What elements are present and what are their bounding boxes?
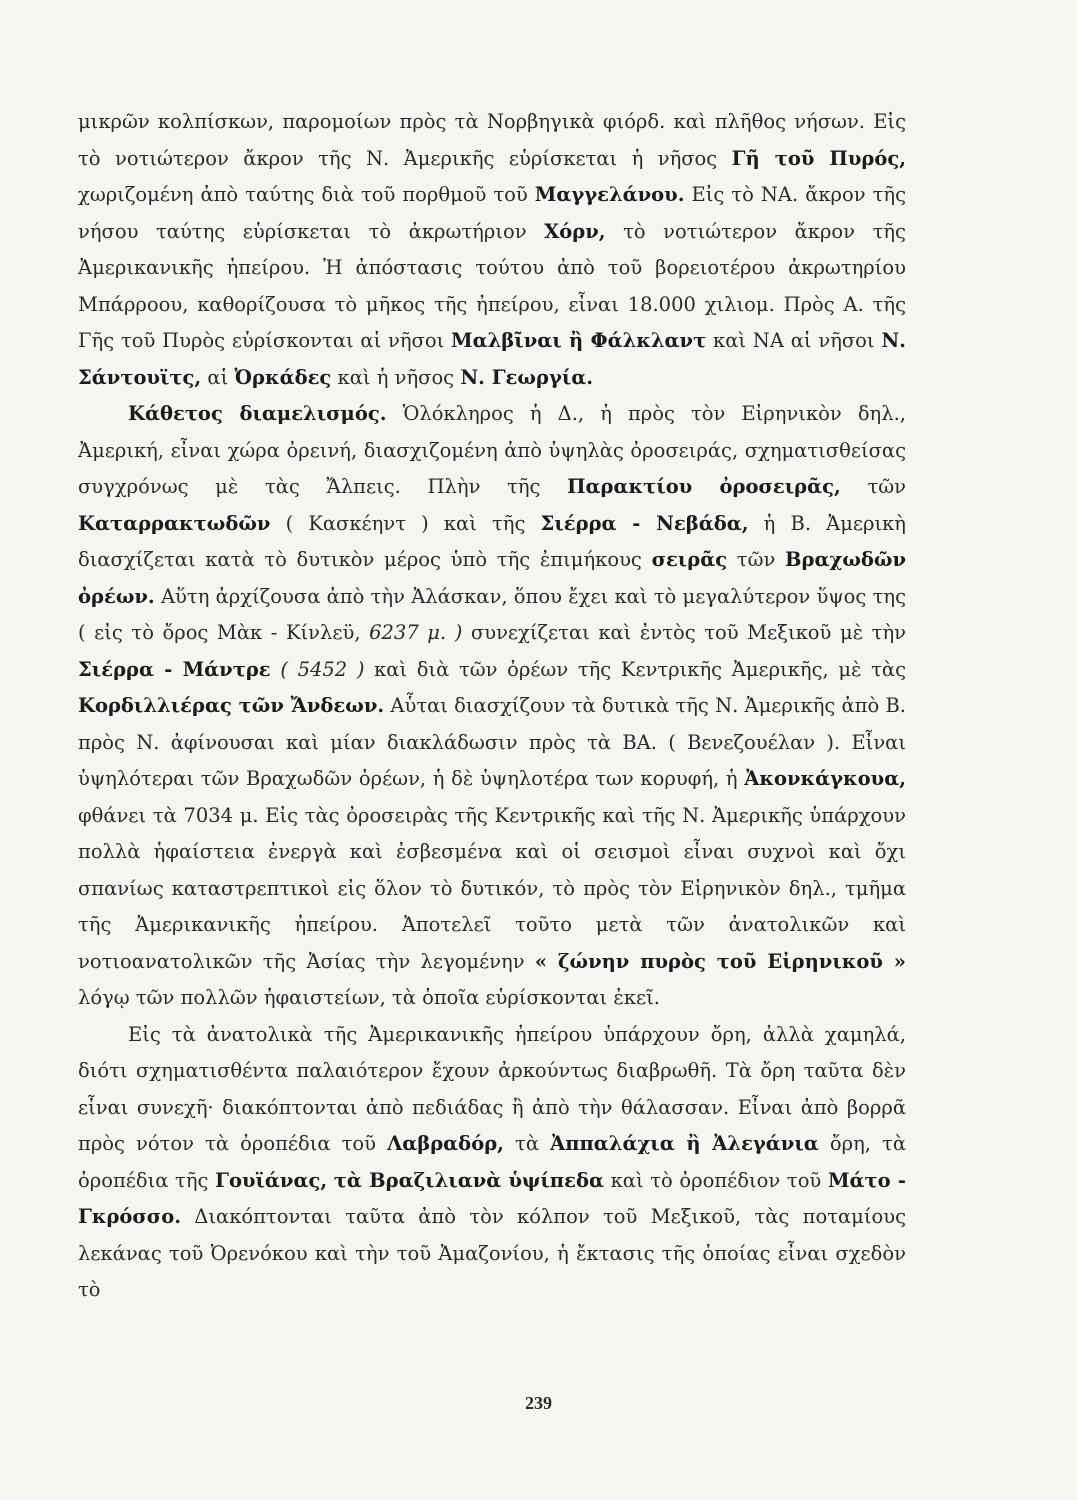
text-run [271, 658, 281, 681]
bold-term: Κορδιλλιέρας τῶν Ἄνδεων. [78, 694, 385, 717]
text-run: φθάνει τὰ 7034 μ. Εἰς τὰς ὀροσειρὰς τῆς Κεντρικῆς καὶ τῆς Ν. Ἀμερικῆς ὑπάρχουν πολλὰ ἡφαίστεια ἐνεργὰ καὶ ἐσβεσμένα καὶ οἱ σεισμοὶ εἶναι συχνοὶ καὶ ὄχι σπανίως καταστρεπτικοὶ εἰς ὅλον τὸ δυτικόν, τὸ πρὸς τὸν Εἰρηνικὸν δηλ., τμῆμα τῆς Ἀμερικανικῆς ἠπείρου. Ἀποτελεῖ τοῦτο μετὰ τῶν ἀνατολικῶν καὶ νοτιοανατολικῶν τῆς Ἀσίας τὴν λεγομένην [78, 803, 906, 973]
bold-term: Γῆ τοῦ Πυρός, [731, 146, 906, 170]
bold-term: Μάτο - Γκρόσσο. [78, 1168, 906, 1228]
bold-term: Ὀρκάδες [234, 365, 332, 389]
bold-term: Καταρρακτωδῶν [78, 511, 271, 535]
paragraph [78, 104, 906, 396]
page-number: 239 [525, 1393, 552, 1413]
text-run: λόγῳ τῶν πολλῶν ἡφαιστείων, τὰ ὁποῖα εὑρίσκονται ἐκεῖ. [78, 986, 660, 1009]
italic-text: ( 5452 ) [280, 657, 365, 681]
paragraph [78, 396, 906, 1017]
bold-term: Ἀππαλάχια ἢ Ἀλεγάνια [550, 1132, 819, 1155]
text-run: τὸ νοτιώτερον ἄκρον τῆς Ἀμερικανικῆς ἠπείρου. Ἡ ἀπόστασις τούτου ἀπὸ τοῦ βορειοτέρου ἀκρωτηρίου Μπάρροου, καθορίζουσα τὸ μῆκος τῆς ἠπείρου, εἶναι 18.000 χιλιομ. Πρὸς Α. τῆς Γῆς τοῦ Πυρὸς εὑρίσκονται αἱ νῆσοι [78, 219, 906, 352]
bold-term: Ν. Γεωργία. [460, 365, 594, 389]
body-text [78, 104, 906, 1309]
text-run: ( Κασκέηντ ) καὶ τῆς [270, 511, 541, 535]
bold-term: Ἀκονκάγκουα, [744, 767, 906, 790]
bold-term: « ζώνην πυρὸς τοῦ Εἰρηνικοῦ » [534, 949, 906, 973]
bold-term: Χόρν, [544, 219, 606, 243]
text-run: ἡ Β. Ἀμερικὴ διασχίζεται κατὰ τὸ δυτικὸν μέρος ὑπὸ τῆς ἐπιμήκους [78, 511, 906, 571]
bold-term: Λαβραδόρ, [387, 1132, 504, 1155]
text-run: Εἰς τὸ ΝΑ. ἄκρον τῆς νήσου ταύτης εὑρίσκεται τὸ ἀκρωτήριον [78, 183, 907, 243]
text-run: καὶ ἡ νῆσος [331, 365, 461, 389]
text-run: καὶ διὰ τῶν ὀρέων τῆς Κεντρικῆς Ἀμερικῆς, μὲ τὰς [364, 657, 906, 681]
text-run: συνεχίζεται καὶ ἐντὸς τοῦ Μεξικοῦ μὲ τὴν [462, 621, 906, 644]
bold-term: τὰ Βραζιλιανὰ ὑψίπεδα [333, 1168, 604, 1192]
text-run: Διακόπτονται ταῦτα ἀπὸ τὸν κόλπον τοῦ Μεξικοῦ, τὰς ποταμίους λεκάνας τοῦ Ὀρενόκου καὶ τὴν τοῦ Ἀμαζονίου, ἡ ἔκτασις τῆς ὁποίας εἶναι σχεδὸν τὸ [78, 1205, 906, 1301]
text-run: τὰ [503, 1132, 551, 1155]
bold-term: Βραχωδῶν ὀρέων. [78, 548, 906, 608]
bold-term: Μαλβῖναι ἢ Φάλκλαντ [451, 329, 707, 352]
text-run: χωριζομένη ἀπὸ ταύτης διὰ τοῦ πορθμοῦ τοῦ [78, 183, 535, 206]
text-run: Εἰς τὰ ἀνατολικὰ τῆς Ἀμερικανικῆς ἠπείρου ὑπάρχουν ὄρη, ἀλλὰ χαμηλά, διότι σχηματισθέντα παλαιότερον ἔχουν ἀρκούντως διαβρωθῆ. Τὰ ὄρη ταῦτα δὲν εἶναι συνεχῆ· διακόπτονται ἀπὸ πεδιάδας ἢ ἀπὸ τὴν θάλασσαν. Εἶναι ἀπὸ βορρᾶ πρὸς νότον τὰ ὀροπέδια τοῦ [78, 1022, 906, 1155]
bold-term: σειρᾶς [651, 548, 728, 571]
bold-term: Μαγγελάνου. [534, 183, 685, 206]
paragraph [78, 1017, 906, 1309]
bold-term: Σιέρρα - Μάντρε [78, 657, 271, 681]
text-run: μικρῶν κολπίσκων, παρομοίων πρὸς τὰ Νορβηγικὰ φιόρδ. καὶ πλῆθος νήσων. Εἰς τὸ νοτιώτερον ἄκρον τῆς Ν. Ἀμερικῆς εὑρίσκεται ἡ νῆσος [78, 110, 906, 170]
bold-term: Κάθετος διαμελισμός. [128, 402, 387, 425]
text-run: καὶ ΝΑ αἱ νῆσοι [706, 329, 882, 352]
text-run: τῶν [840, 475, 906, 498]
text-run: καὶ τὸ ὀροπέδιον τοῦ [603, 1168, 828, 1192]
text-run: Αὕτη ἀρχίζουσα ἀπὸ τὴν Ἀλάσκαν, ὅπου ἔχει καὶ τὸ μεγαλύτερον ὕψος της ( εἰς τὸ ὄρος Μὰκ - Κίνλεϋ, [78, 584, 906, 644]
text-run: Αὗται διασχίζουν τὰ δυτικὰ τῆς Ν. Ἀμερικῆς ἀπὸ Β. πρὸς Ν. ἀφίνουσαι καὶ μίαν διακλάδωσιν πρὸς τὰ ΒΑ. ( Βενεζουέλαν ). Εἶναι ὑψηλότεραι τῶν Βραχωδῶν ὀρέων, ἡ δὲ ὑψηλοτέρα των κορυφή, ἡ [78, 694, 906, 790]
bold-term: Ν. Σάντουϊτς, [78, 329, 906, 389]
bold-term: Παρακτίου ὀροσειρᾶς, [567, 475, 841, 498]
text-run [327, 1169, 334, 1192]
text-run: ὄρη, τὰ ὀροπέδια τῆς [78, 1132, 906, 1192]
bold-term: Σιέρρα - Νεβάδα, [540, 511, 749, 535]
bold-term: Γουϊάνας, [215, 1168, 328, 1192]
italic-text: 6237 μ. ) [369, 621, 463, 644]
text-run: Ὁλόκληρος ἡ Δ., ἡ πρὸς τὸν Εἰρηνικὸν δηλ., Ἀμερική, εἶναι χώρα ὀρεινή, διασχιζομένη ἀπὸ ὑψηλὰς ὀροσειράς, σχηματισθείσας συγχρόνως μὲ τὰς Ἄλπεις. Πλὴν τῆς [78, 402, 906, 498]
text-run: τῶν [727, 548, 786, 571]
text-run: αἱ [201, 365, 235, 389]
